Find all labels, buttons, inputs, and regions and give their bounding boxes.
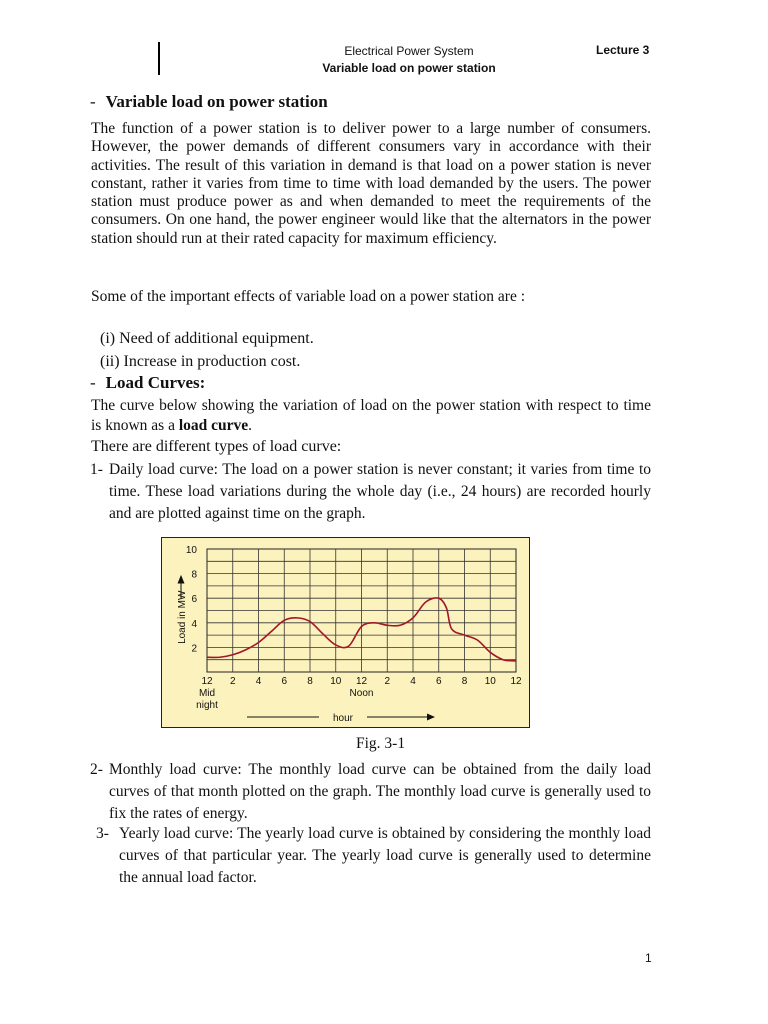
x-tick-label: 12 (510, 676, 522, 687)
load-curve-chart (162, 538, 531, 729)
y-tick-label: 6 (191, 594, 197, 606)
list-item: (ii) Increase in production cost. (100, 353, 301, 370)
arrow-right-icon (427, 714, 435, 721)
effects-intro: Some of the important effects of variable load on a power station are : (91, 288, 525, 305)
y-axis-label: Load in MW (177, 590, 188, 644)
x-tick-label: 12 (355, 676, 368, 687)
load-curve-figure (161, 537, 530, 728)
x-tick-label: 4 (255, 676, 262, 687)
x-tick-label: 8 (307, 676, 313, 687)
x-axis-label: hour (332, 713, 354, 724)
x-tick-label: 6 (435, 676, 442, 687)
x-tick-label: 10 (330, 676, 342, 687)
list-item: 3- Yearly load curve: The yearly load curve is obtained by considering the monthly load curves of that particular year. The yearly load curve is generally used to determine the annual load factor. (96, 825, 651, 886)
midnight-label: Mid (198, 688, 216, 699)
effects-list (100, 327, 314, 373)
list-item: 1- Daily load curve: The load on a power station is never constant; it varies from time to time. These load variations during the whole day (i.e., 24 hours) are recorded hourly and are plotted against time on the graph. (90, 461, 651, 522)
section-heading-load-curves: - Load Curves: (90, 373, 206, 392)
y-tick-label: 2 (191, 643, 197, 655)
load-curve-definition: The curve below showing the variation of load on the power station with respect to time is known as a load curve. (91, 397, 651, 434)
course-title: Electrical Power System (344, 44, 474, 58)
y-tick-label: 8 (191, 569, 197, 581)
midnight-label: night (196, 700, 218, 711)
page-number: 1 (645, 951, 652, 965)
load-curve-term: load curve (178, 417, 249, 434)
noon-label: Noon (349, 688, 374, 699)
types-intro: There are different types of load curve: (91, 438, 342, 455)
x-tick-label: 10 (484, 676, 496, 687)
running-header (300, 43, 518, 77)
header-rule (158, 42, 160, 75)
intro-paragraph: The function of a power station is to deliver power to a large number of consumers. However, the power demands of different consumers vary in accordance with their activities. The result of this variation in demand is that load on a power station is never constant, rather it varies from time to time with load demanded by the users. The power station must produce power as and when demanded to meet the requirements of the consumers. On one hand, the power engineer would like that the alternators in the power station should run at their rated capacity for maximum efficiency. (91, 120, 651, 247)
topic-title: Variable load on power station (322, 61, 496, 75)
x-tick-label: 4 (410, 676, 416, 687)
lecture-number: Lecture 3 (596, 43, 650, 57)
list-item: 2- Monthly load curve: The monthly load curve can be obtained from the daily load curves of that month plotted on the graph. The monthly load curve is generally used to fix the rates of energy. (90, 761, 651, 822)
list-item: (i) Need of additional equipment. (100, 330, 314, 347)
figure-caption: Fig. 3-1 (356, 735, 406, 752)
x-tick-label: 2 (229, 676, 236, 687)
x-tick-label: 6 (281, 676, 288, 687)
x-tick-label: 8 (461, 676, 468, 687)
x-tick-label: 12 (201, 676, 213, 687)
y-tick-label: 4 (191, 618, 197, 630)
section-heading-variable-load: - Variable load on power station (90, 92, 328, 111)
arrow-up-icon (178, 575, 185, 584)
x-tick-label: 2 (384, 676, 391, 687)
y-tick-label: 10 (185, 545, 197, 556)
